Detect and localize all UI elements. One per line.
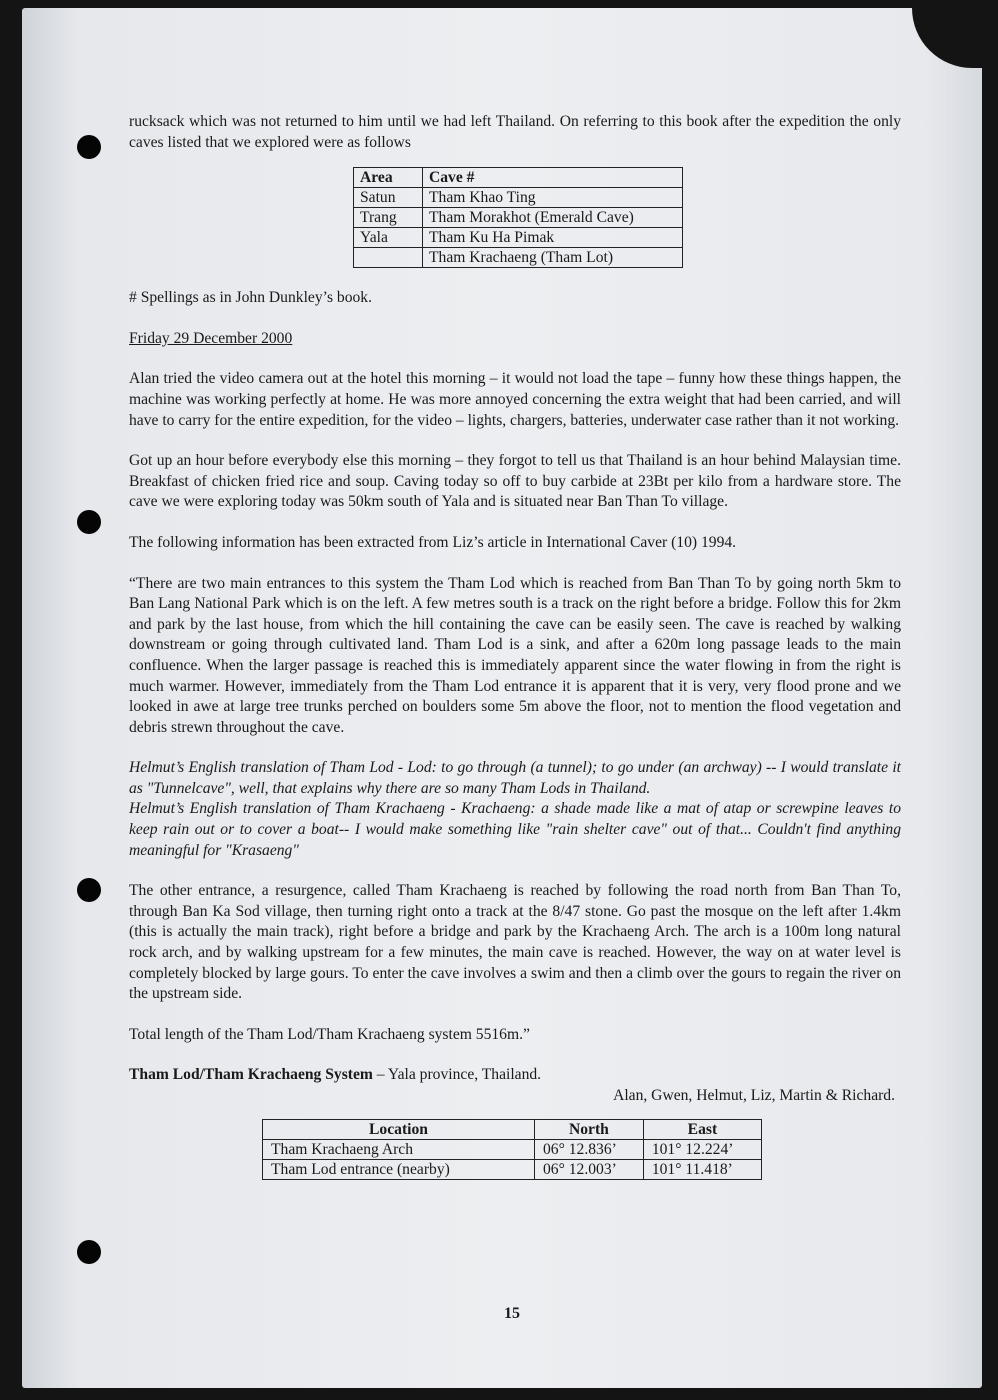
header-east: East [643,1119,761,1139]
table-row [263,1139,762,1159]
cell-cave: Tham Krachaeng (Tham Lot) [423,248,683,268]
table-row [263,1159,762,1179]
cell-location: Tham Lod entrance (nearby) [263,1159,535,1179]
paragraph: Alan tried the video camera out at the hotel this morning – it would not load the tape – funny how these things happen, the machine was working perfectly at home. He was more annoyed concerning the extra weight that had been carried, and will have to carry for the entire expedition, for the video – lights, chargers, batteries, underwater case rather than it not working. [129,370,901,429]
table-row [354,188,683,208]
date-heading: Friday 29 December 2000 [129,329,293,347]
header-north: North [535,1119,644,1139]
translation-krachaeng: Helmut’s English translation of Tham Krachaeng - Krachaeng: a shade made like a mat of atap or screwpine leaves to keep rain out or to cover a boat-- I would make something like "rain shelter cave" out of that... Couldn't find anything meaningful for "Krasaeng" [129,800,901,859]
header-area: Area [354,168,423,188]
punch-hole [77,878,101,902]
cell-north: 06° 12.836’ [535,1139,644,1159]
page-corner-shadow [912,8,982,68]
header-cave: Cave # [423,168,683,188]
cell-north: 06° 12.003’ [535,1159,644,1179]
page-number: 15 [504,1305,520,1322]
translation-note [129,758,901,861]
paragraph: Got up an hour before everybody else this morning – they forgot to tell us that Thailand is an hour behind Malaysian time. Breakfast of chicken fried rice and soup. Caving today so off to buy carbide at 23Bt per kilo from a hardware store. The cave we were exploring today was 50km south of Yala and is situated near Ban Than To village. [129,452,901,511]
cell-east: 101° 11.418’ [643,1159,761,1179]
paragraph: The other entrance, a resurgence, called Tham Krachaeng is reached by following the road north from Ban Than To, through Ban Ka Sod village, then turning right onto a track at the 8/47 stone. Go past the mosque on the left after 1.4km (this is actually the main track), right before a bridge and park by the Krachaeng Arch. The arch is a 100m long natural rock arch, and by walking upstream for a few minutes, the main cave is reached. However, the way on at water level is completely blocked by large gours. To enter the cave involves a swim and then a climb over the gours to regain the river on the upstream side. [129,882,901,1003]
cave-table [353,167,683,268]
punch-hole [77,135,101,159]
cell-area: Trang [354,208,423,228]
page-content [129,112,901,1180]
paragraph: The following information has been extracted from Liz’s article in International Caver (10) 1994. [129,533,737,551]
cell-area: Satun [354,188,423,208]
cell-cave: Tham Khao Ting [423,188,683,208]
system-line [129,1065,901,1086]
table-row [354,228,683,248]
table-header-row [263,1119,762,1139]
paragraph: Total length of the Tham Lod/Tham Krachaeng system 5516m.” [129,1025,530,1043]
header-location: Location [263,1119,535,1139]
cell-cave: Tham Ku Ha Pimak [423,228,683,248]
translation-lod: Helmut’s English translation of Tham Lod - Lod: to go through (a tunnel); to go under (an archway) -- I would translate it as "Tunnelcave", well, that explains why there are so many Tham Lods in Thailand. [129,759,901,797]
quoted-paragraph: “There are two main entrances to this system the Tham Lod which is reached from Ban Than To by going north 5km to Ban Lang National Park which is on the left. A few metres south is a track on the right before a bridge. Follow this for 2km and park by the last house, from which the hill containing the cave can be easily seen. The cave is reached by walking downstream or going through cultivated land. Tham Lod is a sink, and after a 620m long passage leads to the main confluence. When the larger passage is reached this is immediately apparent since the water flowing in from the right is much warmer. However, immediately from the Tham Lod entrance it is apparent that it is very, very flood prone and we looked in awe at large tree trunks perched on boulders some 5m above the floor, not to mention the flood vegetation and debris strewn throughout the cave. [129,574,901,736]
cell-east: 101° 12.224’ [643,1139,761,1159]
cell-cave: Tham Morakhot (Emerald Cave) [423,208,683,228]
table-header-row [354,168,683,188]
cell-area [354,248,423,268]
coordinates-table [262,1119,762,1180]
punch-hole [77,510,101,534]
table-row [354,248,683,268]
cell-location: Tham Krachaeng Arch [263,1139,535,1159]
authors-line: Alan, Gwen, Helmut, Liz, Martin & Richard. [613,1087,895,1104]
table-row [354,208,683,228]
spelling-note: # Spellings as in John Dunkley’s book. [129,289,373,307]
cell-area: Yala [354,228,423,248]
punch-hole [77,1240,101,1264]
intro-paragraph: rucksack which was not returned to him until we had left Thailand. On referring to this book after the expedition the only caves listed that we explored were as follows [129,113,901,151]
system-name: Tham Lod/Tham Krachaeng System [129,1066,373,1084]
system-location: – Yala province, Thailand. [372,1066,542,1084]
